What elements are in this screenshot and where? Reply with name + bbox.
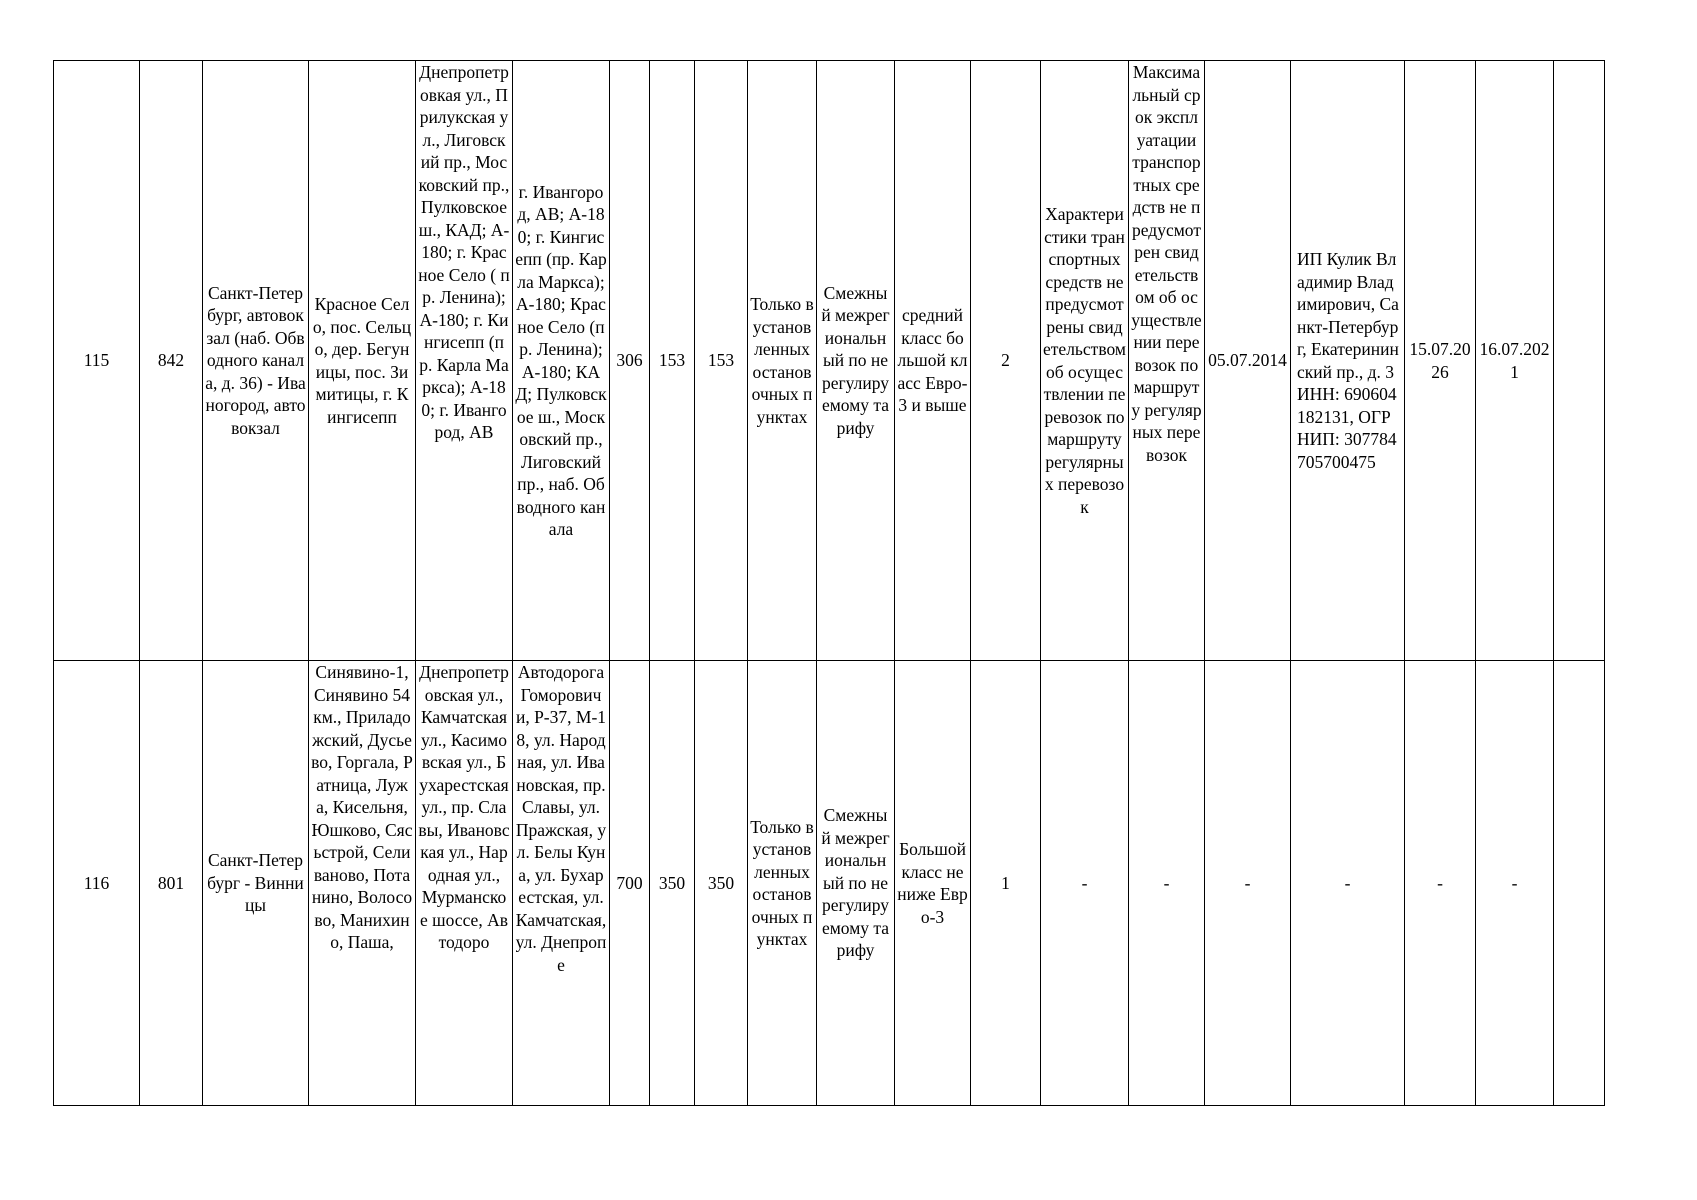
start-date-cell: - [1205,661,1291,1106]
vehicle-count-cell: 2 [971,61,1041,661]
vehicle-characteristics-cell: Характеристики транспортных средств не предусмотрены свидетельством об осуществлении перевозок по маршруту регулярных перевозок [1041,61,1129,661]
length-backward-cell: 350 [695,661,748,1106]
table-row [54,661,1605,1106]
boarding-order-cell: Только в установленных остановочных пунктах [748,61,817,661]
max-service-life-cell: - [1129,661,1205,1106]
length-backward-cell: 153 [695,61,748,661]
date-b-cell: 16.07.2021 [1476,61,1554,661]
route-register-table [53,60,1605,1106]
date-a-cell: 15.07.2026 [1405,61,1476,661]
start-date-cell: 05.07.2014 [1205,61,1291,661]
streets-backward-cell: г. Ивангород, АВ; А-180; г. Кингисепп (пр. Карла Маркса); А-180; Красное Село (пр. Ленина); А-180; КАД; Пулковское ш., Московский пр., Лиговский пр., наб. Обводного канала [513,61,610,661]
vehicle-class-cell: средний класс большой класс Евро-3 и выше [895,61,971,661]
length-total-cell: 306 [610,61,650,661]
length-forward-cell: 350 [650,661,695,1106]
vehicle-class-cell: Большой класс не ниже Евро-3 [895,661,971,1106]
streets-backward-cell: Автодорога Гоморовичи, Р-37, М-18, ул. Народная, ул. Ивановская, пр. Славы, ул. Пражская, ул. Белы Куна, ул. Бухарестская, ул. Камчатская, ул. Днепропе [513,661,610,1106]
registration-number-cell: 801 [140,661,203,1106]
length-total-cell: 700 [610,661,650,1106]
stops-cell: Красное Село, пос. Сельцо, дер. Бегуницы, пос. Зимитицы, г. Кингисепп [309,61,416,661]
carrier-cell: ИП Кулик Владимир Владимирович, Санкт-Петербург, Екатерининский пр., д. 3 ИНН: 690604182131, ОГРНИП: 307784705700475 [1291,61,1405,661]
stops-cell: Синявино-1, Синявино 54 км., Приладожский, Дусьево, Горгала, Ратница, Лужа, Кисельня, Юшково, Сясьстрой, Селиваново, Потанино, Волосово, Манихино, Паша, [309,661,416,1106]
route-name-cell: Санкт-Петербург - Винницы [203,661,309,1106]
route-name-cell: Санкт-Петербург, автовокзал (наб. Обводного канала, д. 36) - Иваногород, автовокзал [203,61,309,661]
streets-forward-cell: Днепропетровкая ул., Прилукская ул., Лиговский пр., Московский пр., Пулковское ш., КАД; А-180; г. Красное Село ( пр. Ленина); А-180; г. Кингисепп (пр. Карла Маркса); А-180; г. Ивангород, АВ [416,61,513,661]
length-forward-cell: 153 [650,61,695,661]
carrier-cell: - [1291,661,1405,1106]
table-row [54,61,1605,661]
extra-cell [1554,61,1605,661]
vehicle-characteristics-cell: - [1041,661,1129,1106]
extra-cell [1554,661,1605,1106]
streets-forward-cell: Днепропетровская ул., Камчатская ул., Касимовская ул., Бухарестская ул., пр. Славы, Ивановская ул., Народная ул., Мурманское шоссе, Автодоро [416,661,513,1106]
date-a-cell: - [1405,661,1476,1106]
route-type-cell: Смежный межрегиональный по нерегулируемому тарифу [817,661,895,1106]
route-number-cell: 115 [54,61,140,661]
vehicle-count-cell: 1 [971,661,1041,1106]
registration-number-cell: 842 [140,61,203,661]
boarding-order-cell: Только в установленных остановочных пунктах [748,661,817,1106]
date-b-cell: - [1476,661,1554,1106]
route-type-cell: Смежный межрегиональный по нерегулируемому тарифу [817,61,895,661]
route-number-cell: 116 [54,661,140,1106]
max-service-life-cell: Максимальный срок эксплуатации транспортных средств не предусмотрен свидетельством об осуществлении перевозок по маршруту регулярных перевозок [1129,61,1205,661]
